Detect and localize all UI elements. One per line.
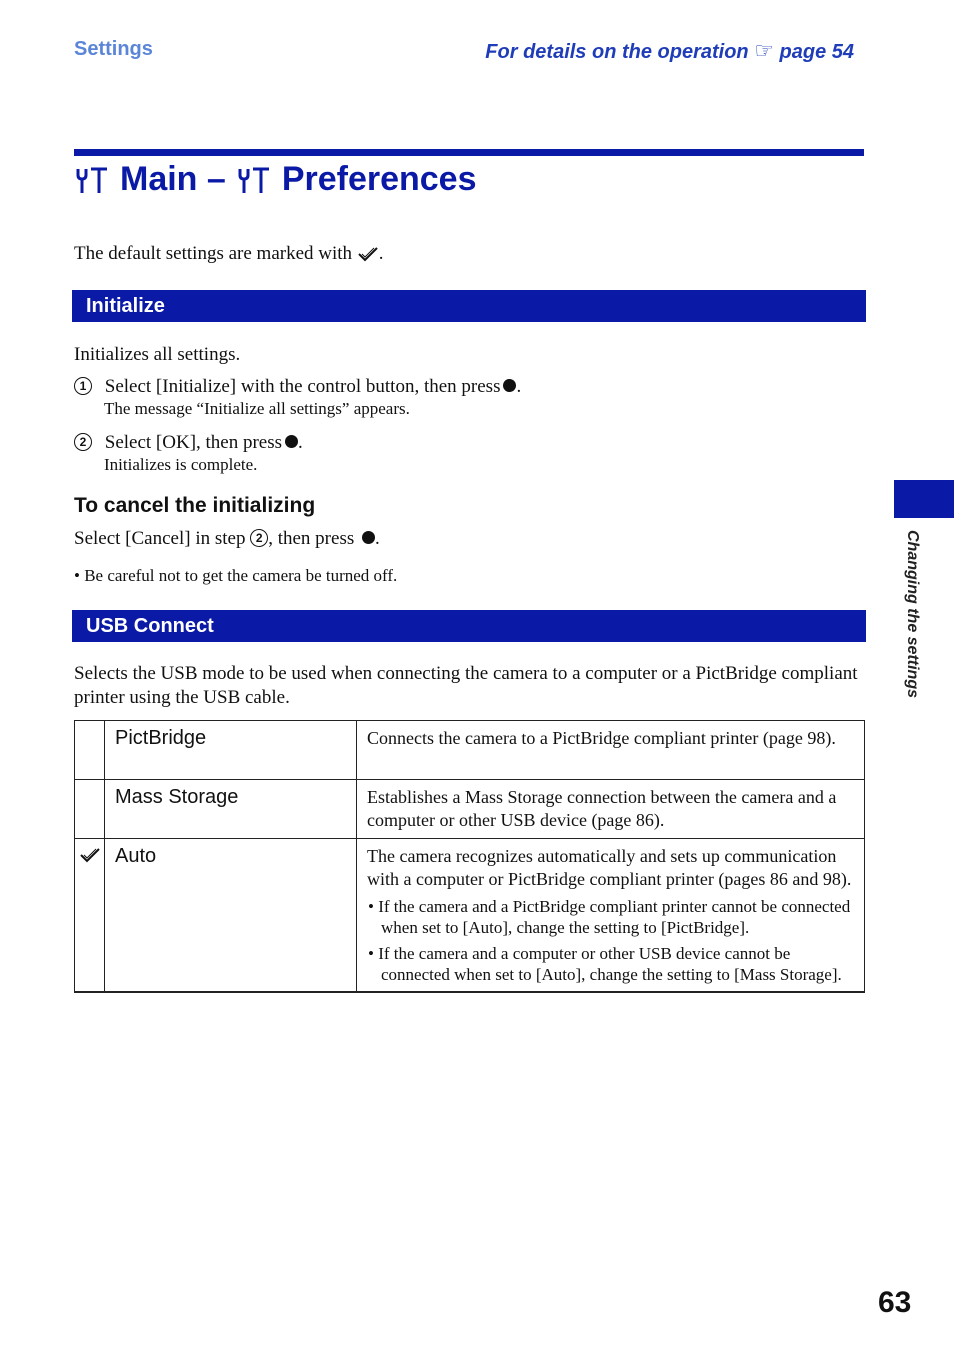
- bullet: •: [74, 566, 80, 585]
- step-number: 1: [74, 377, 92, 395]
- default-mark-cell: [75, 780, 105, 839]
- step-text: Select [Initialize] with the control button, then press: [104, 376, 501, 397]
- center-button-icon: [285, 435, 298, 448]
- default-mark-cell: [75, 839, 105, 993]
- usb-options-table: [74, 720, 865, 993]
- page-title: [74, 160, 477, 199]
- default-settings-note: The default settings are marked with .: [74, 243, 384, 264]
- page-number: 63: [878, 1286, 912, 1319]
- table-row: [75, 780, 865, 839]
- header-details-reference: [485, 38, 854, 64]
- default-mark-cell: [75, 721, 105, 780]
- tool-icon: [74, 163, 110, 197]
- option-name: PictBridge: [105, 721, 357, 780]
- details-prefix: For details on the operation: [485, 41, 749, 63]
- option-description-cell: [357, 839, 865, 993]
- side-tab-label: [897, 530, 927, 710]
- note-text: If the camera and a computer or other USB device cannot be connected when set to [Auto], change the setting to [Mass Storage].: [378, 944, 842, 984]
- step-result: Initializes is complete.: [104, 455, 258, 474]
- details-page-link[interactable]: page 54: [779, 41, 854, 63]
- initialize-description: Initializes all settings.: [74, 344, 241, 365]
- step-number: 2: [250, 529, 268, 547]
- cancel-instruction: Select [Cancel] in step 2 , then press .: [74, 528, 380, 549]
- header-section-label: Settings: [74, 38, 153, 60]
- caution-note: [74, 565, 397, 586]
- table-row: [75, 721, 865, 780]
- step-1: 1 Select [Initialize] with the control button, then press . The message “Initialize all settings” appears.: [74, 375, 854, 419]
- title-rule: [74, 149, 864, 156]
- title-main: Main –: [120, 160, 226, 198]
- option-note: • If the camera and a computer or other USB device cannot be connected when set to [Auto], change the setting to [Mass Storage].: [368, 944, 842, 984]
- step-text: Select [OK], then press: [104, 432, 283, 453]
- step-number: 2: [74, 433, 92, 451]
- section-heading-initialize: Initialize: [72, 290, 866, 322]
- section-heading-usb-connect: USB Connect: [72, 610, 866, 642]
- caution-text: Be careful not to get the camera be turned off.: [84, 566, 398, 585]
- option-name: Mass Storage: [105, 780, 357, 839]
- tool-icon: [236, 163, 272, 197]
- option-note: • If the camera and a PictBridge compliant printer cannot be connected when set to [Auto], change the setting to [PictBridge].: [368, 897, 851, 937]
- check-icon: [79, 847, 101, 863]
- table-row: [75, 839, 865, 993]
- option-name: Auto: [105, 839, 357, 993]
- center-button-icon: [503, 379, 516, 392]
- center-button-icon: [362, 531, 375, 544]
- check-icon: [357, 246, 379, 262]
- option-description: Establishes a Mass Storage connection between the camera and a computer or other USB device (page 86).: [357, 780, 865, 839]
- option-description: Connects the camera to a PictBridge compliant printer (page 98).: [357, 721, 865, 780]
- step-result: The message “Initialize all settings” appears.: [104, 399, 410, 418]
- note-text: If the camera and a PictBridge compliant printer cannot be connected when set to [Auto], change the setting to [PictBridge].: [378, 897, 851, 937]
- usb-description: Selects the USB mode to be used when connecting the camera to a computer or a PictBridge compliant printer using the USB cable.: [74, 663, 858, 708]
- default-settings-text: The default settings are marked with: [74, 243, 353, 264]
- step-2: 2 Select [OK], then press . Initializes is complete.: [74, 431, 854, 475]
- pointing-hand-icon: ☞: [754, 38, 774, 63]
- cancel-text: Select [Cancel] in step: [74, 528, 246, 549]
- cancel-text: , then press: [268, 528, 355, 549]
- option-description: The camera recognizes automatically and sets up communication with a computer or PictBridge compliant printer (pages 86 and 98).: [367, 846, 852, 889]
- side-tab-text: Changing the settings: [904, 530, 921, 698]
- title-preferences: Preferences: [281, 160, 477, 198]
- cancel-heading: To cancel the initializing: [74, 494, 316, 517]
- side-tab-marker: [894, 480, 954, 518]
